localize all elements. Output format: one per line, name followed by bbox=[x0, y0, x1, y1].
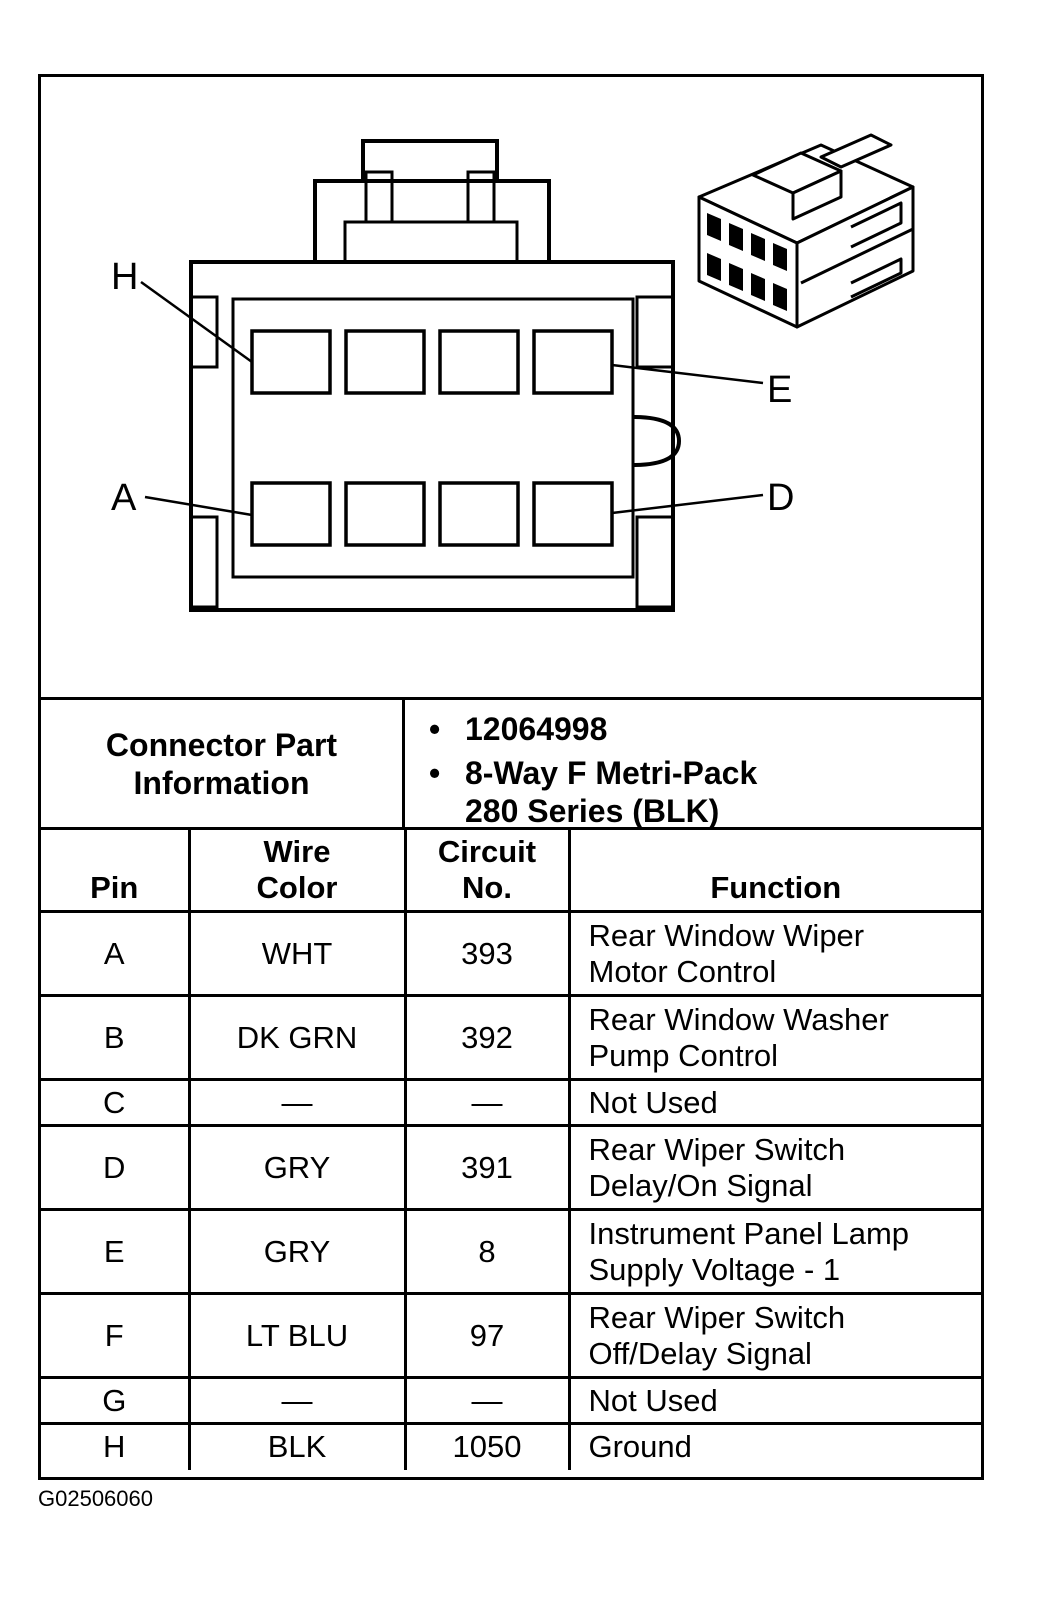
cavity-B bbox=[346, 483, 424, 545]
leader-A bbox=[145, 497, 252, 515]
circuit-cell: — bbox=[405, 1080, 569, 1126]
function-cell: Ground bbox=[569, 1424, 981, 1470]
connector-3d-illustration bbox=[699, 135, 913, 327]
pin-cell: H bbox=[41, 1424, 189, 1470]
table-row bbox=[41, 912, 981, 996]
pin-cell: E bbox=[41, 1210, 189, 1294]
cavity-A bbox=[252, 483, 330, 545]
cavity-C bbox=[440, 483, 518, 545]
leader-D bbox=[612, 495, 763, 513]
part-number: • 12064998 bbox=[465, 710, 981, 748]
cavity-E bbox=[534, 331, 612, 393]
wire-color-cell: LT BLU bbox=[189, 1294, 405, 1378]
circuit-cell: — bbox=[405, 1378, 569, 1424]
figure-id: G02506060 bbox=[38, 1486, 153, 1511]
leader-E bbox=[612, 365, 763, 383]
function-cell: Instrument Panel Lamp Supply Voltage - 1 bbox=[569, 1210, 981, 1294]
wire-color-cell: — bbox=[189, 1080, 405, 1126]
table-row bbox=[41, 1080, 981, 1126]
connector-diagram bbox=[41, 77, 981, 697]
header-function: Function bbox=[569, 829, 981, 912]
connector-part-info-label: Connector Part Information bbox=[41, 700, 405, 827]
header-circuit: Circuit No. bbox=[405, 829, 569, 912]
diagram-frame bbox=[38, 74, 984, 1480]
pin-cell: F bbox=[41, 1294, 189, 1378]
wire-color-cell: WHT bbox=[189, 912, 405, 996]
label-D: D bbox=[767, 477, 795, 519]
function-cell: Rear Wiper Switch Off/Delay Signal bbox=[569, 1294, 981, 1378]
pin-cell: G bbox=[41, 1378, 189, 1424]
table-row bbox=[41, 1378, 981, 1424]
connector-part-info bbox=[41, 697, 981, 827]
wire-color-cell: BLK bbox=[189, 1424, 405, 1470]
function-cell: Not Used bbox=[569, 1378, 981, 1424]
function-cell: Rear Window Washer Pump Control bbox=[569, 996, 981, 1080]
circuit-cell: 392 bbox=[405, 996, 569, 1080]
wire-color-cell: DK GRN bbox=[189, 996, 405, 1080]
description-line2: 280 Series (BLK) bbox=[465, 793, 720, 829]
label-A: A bbox=[111, 477, 137, 519]
cavity-D bbox=[534, 483, 612, 545]
pin-cavities bbox=[252, 331, 612, 545]
header-wire-color: Wire Color bbox=[189, 829, 405, 912]
circuit-cell: 8 bbox=[405, 1210, 569, 1294]
table-row bbox=[41, 1294, 981, 1378]
wire-color-cell: GRY bbox=[189, 1126, 405, 1210]
pin-cell: A bbox=[41, 912, 189, 996]
wire-color-cell: GRY bbox=[189, 1210, 405, 1294]
description-line1: • 8-Way F Metri-Pack bbox=[465, 754, 981, 792]
pin-cell: D bbox=[41, 1126, 189, 1210]
cavity-F bbox=[440, 331, 518, 393]
table-row bbox=[41, 1126, 981, 1210]
header-pin: Pin bbox=[41, 829, 189, 912]
wire-color-cell: — bbox=[189, 1378, 405, 1424]
label-H: H bbox=[111, 256, 139, 298]
cavity-H bbox=[252, 331, 330, 393]
table-header-row bbox=[41, 829, 981, 912]
circuit-cell: 391 bbox=[405, 1126, 569, 1210]
function-cell: Rear Wiper Switch Delay/On Signal bbox=[569, 1126, 981, 1210]
pin-cell: B bbox=[41, 996, 189, 1080]
pinout-table bbox=[41, 827, 981, 1470]
function-cell: Rear Window Wiper Motor Control bbox=[569, 912, 981, 996]
table-row bbox=[41, 996, 981, 1080]
leader-H bbox=[141, 282, 252, 362]
label-E: E bbox=[767, 369, 793, 411]
circuit-cell: 97 bbox=[405, 1294, 569, 1378]
connector-part-info-values bbox=[405, 700, 981, 827]
circuit-cell: 1050 bbox=[405, 1424, 569, 1470]
table-row bbox=[41, 1210, 981, 1294]
cavity-G bbox=[346, 331, 424, 393]
table-row bbox=[41, 1424, 981, 1470]
function-cell: Not Used bbox=[569, 1080, 981, 1126]
pin-cell: C bbox=[41, 1080, 189, 1126]
circuit-cell: 393 bbox=[405, 912, 569, 996]
connector-face bbox=[191, 141, 679, 610]
